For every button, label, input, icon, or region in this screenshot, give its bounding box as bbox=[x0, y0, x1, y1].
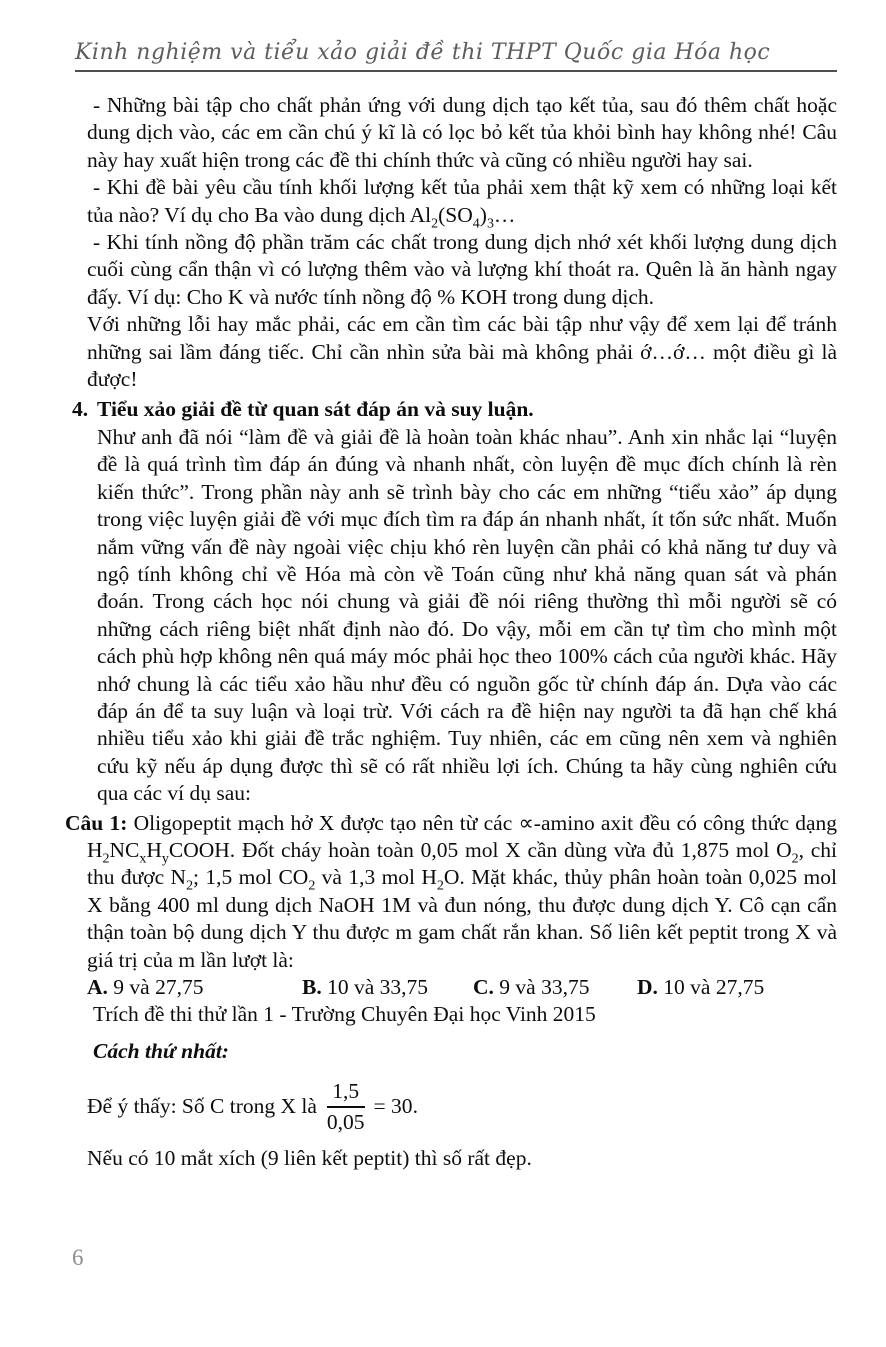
option-c bbox=[473, 974, 637, 1001]
tip-paragraph-precipitate: - Những bài tập cho chất phản ứng với dung dịch tạo kết tủa, sau đó thêm chất hoặc dung dịch vào, các em cần chú ý kĩ là có lọc bỏ kết tủa khỏi bình hay không nhé! Câu này hay xuất hiện trong các đề thi chính thức và cũng có nhiều người hay sai. bbox=[87, 93, 837, 172]
fraction-denominator: 0,05 bbox=[326, 1109, 365, 1134]
option-b-text: 10 và 33,75 bbox=[327, 975, 429, 999]
option-d-letter: D. bbox=[637, 975, 658, 999]
question-1-text: Oligopeptit mạch hở X được tạo nên từ các ∝-amino axit đều có công thức dạng $H_2NC_xH_yCOOH$. Đốt cháy hoàn toàn 0,05 mol X cần dùng vừa đủ 1,875 mol $O_2$, chỉ thu được $N_2$; 1,5 mol $CO_2$ và 1,3 mol $H_2O$. Mặt khác, thủy phân hoàn toàn 0,025 mol X bằng 400 ml dung dịch NaOH 1M và đun nóng, thu được dung dịch Y. Cô cạn cẩn thận toàn bộ dung dịch Y thu được m gam chất rắn khan. Số liên kết peptit trong X và giá trị của m lần lượt là: bbox=[87, 810, 838, 972]
question-1-paragraph bbox=[65, 810, 838, 974]
method-heading: Cách thứ nhất: bbox=[93, 1038, 229, 1063]
option-b bbox=[302, 974, 473, 1001]
option-c-text: 9 và 33,75 bbox=[499, 975, 590, 999]
fraction bbox=[327, 1079, 365, 1134]
option-b-letter: B. bbox=[302, 975, 322, 999]
tip-paragraph-concentration: - Khi tính nồng độ phần trăm các chất trong dung dịch nhớ xét khối lượng dung dịch cuối cùng cẩn thận vì có lượng thêm vào và lượng khí thoát ra. Quên là ăn hành ngay đấy. Ví dụ: Cho K và nước tính nồng độ % KOH trong dung dịch. bbox=[87, 230, 837, 309]
question-source-line: Trích đề thi thử lần 1 - Trường Chuyên Đại học Vinh 2015 bbox=[93, 1002, 596, 1027]
option-a-text: 9 và 27,75 bbox=[113, 975, 204, 999]
tip-paragraph-mass: - Khi đề bài yêu cầu tính khối lượng kết tủa phải xem thật kỹ xem có những loại kết tủa nào? Ví dụ cho Ba vào dung dịch $Al_2(SO_4)_3\dots$ bbox=[87, 175, 837, 231]
option-d bbox=[637, 974, 837, 1001]
solution-formula-line bbox=[87, 1079, 837, 1134]
section-4-body: Như anh đã nói “làm đề và giải đề là hoàn toàn khác nhau”. Anh xin nhắc lại “luyện đề là quá trình tìm đáp án đúng và nhanh nhất, còn luyện đề mục đích chính là rèn kiến thức”. Trong phần này anh sẽ trình bày cho các em những “tiểu xảo” áp dụng trong việc luyện giải đề với mục đích tìm ra đáp án nhanh nhất, ít tốn sức nhất. Muốn nắm vững vấn đề này ngoài việc chịu khó rèn luyện cần phải có khả năng tư duy và ngộ tính không chỉ về Hóa mà còn về Toán cũng như khả năng quan sát và phán đoán. Trong cách học nói chung và giải đề nói riêng thường thì mỗi người sẽ có những cách riêng biệt nhất định nào đó. Do vậy, mỗi em cần tự tìm cho mình một cách phù hợp không nên quá máy móc phải học theo 100% cách của người khác. Hãy nhớ chung là các tiểu xảo hầu như đều có nguồn gốc từ chính đáp án. Dựa vào các đáp án để ta suy luận và loại trừ. Với cách ra đề hiện nay người ta đã hạn chế khá nhiều tiểu xảo khi giải đề trắc nghiệm. Tuy nhiên, các em cũng nên xem và nghiên cứu kỹ nếu áp dụng được thì sẽ có rất nhiều lợi ích. Chúng ta hãy cùng nghiên cứu qua các ví dụ sau: bbox=[97, 424, 837, 806]
formula-result: = 30 bbox=[373, 1094, 413, 1119]
formula-prefix: Để ý thấy: Số C trong X là bbox=[87, 1094, 317, 1119]
header-rule bbox=[75, 70, 837, 72]
section-4-heading bbox=[72, 396, 837, 423]
advice-paragraph: Với những lỗi hay mắc phải, các em cần tìm các bài tập như vậy để xem lại để tránh những sai lầm đáng tiếc. Chỉ cần nhìn sửa bài mà không phải ớ…ớ… một điều gì là được! bbox=[87, 312, 837, 392]
option-a-letter: A. bbox=[87, 975, 108, 999]
formula-period: . bbox=[412, 1094, 418, 1119]
running-header-title: Kinh nghiệm và tiểu xảo giải đề thi THPT Quốc gia Hóa học bbox=[75, 40, 771, 65]
page-header bbox=[75, 40, 837, 72]
page-content bbox=[65, 92, 838, 1172]
fraction-numerator: 1,5 bbox=[327, 1079, 365, 1108]
solution-note: Nếu có 10 mắt xích (9 liên kết peptit) thì số rất đẹp. bbox=[87, 1145, 532, 1170]
section-4-number: 4. bbox=[72, 397, 89, 422]
page-number: 6 bbox=[72, 1245, 84, 1270]
answer-options-row bbox=[87, 974, 837, 1001]
option-d-text: 10 và 27,75 bbox=[663, 975, 765, 999]
section-4-title: Tiểu xảo giải đề từ quan sát đáp án và suy luận. bbox=[97, 397, 534, 422]
option-a bbox=[87, 974, 302, 1001]
question-1-label: Câu 1: bbox=[65, 810, 128, 835]
option-c-letter: C. bbox=[473, 975, 494, 999]
